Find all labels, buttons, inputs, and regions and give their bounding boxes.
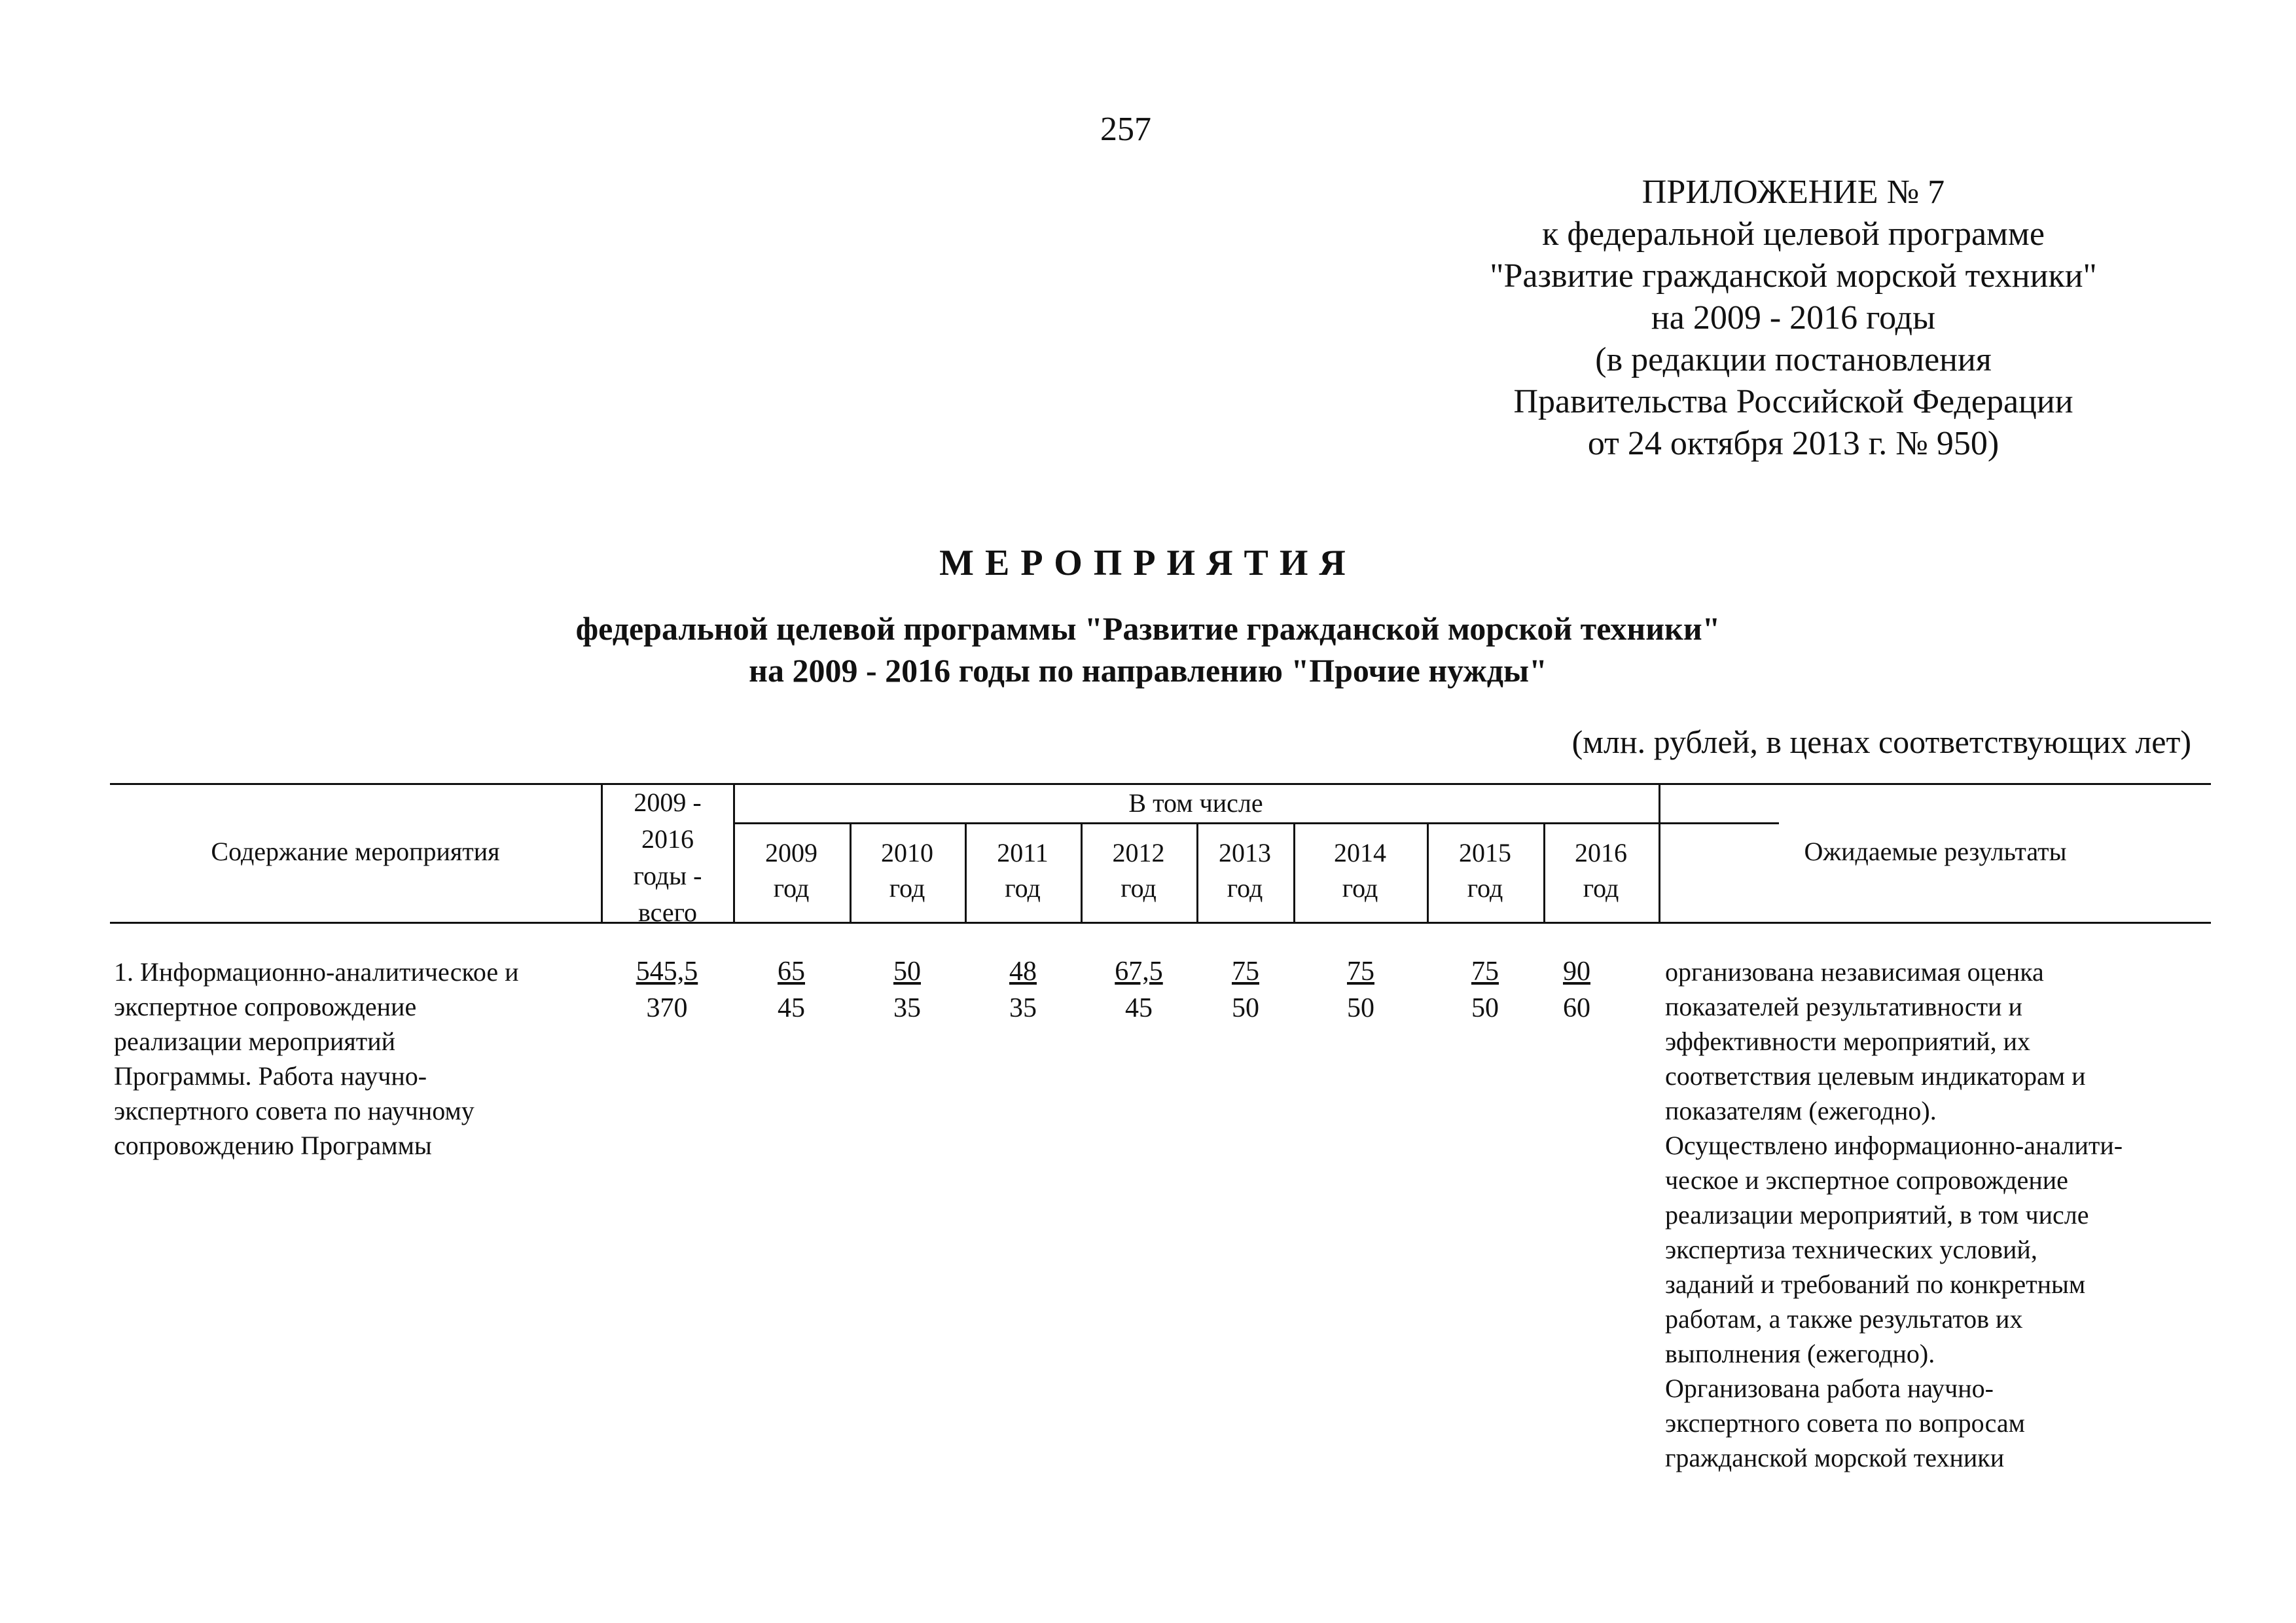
header-year: 2010 год <box>881 838 933 903</box>
including-rule <box>733 822 1779 824</box>
header-year: 2013 год <box>1219 838 1271 903</box>
row-year-value: 65 45 <box>778 957 805 1023</box>
table-top-rule <box>110 783 2211 785</box>
page-number: 257 <box>1100 111 1151 148</box>
appendix-line: "Развитие гражданской морской техники" <box>1490 257 2097 295</box>
appendix-line: ПРИЛОЖЕНИЕ № 7 <box>1641 173 1945 211</box>
header-including: В том числе <box>1128 788 1263 818</box>
header-year: 2015 год <box>1459 838 1511 903</box>
header-year: 2014 год <box>1334 838 1386 903</box>
header-content: Содержание мероприятия <box>211 837 500 866</box>
header-total: 2009 - 2016 годы - всего <box>633 788 702 927</box>
subtitle-line-1: федеральной целевой программы "Развитие гражданской морской техники" <box>575 610 1721 647</box>
document-subtitle <box>0 608 2296 691</box>
row-year-value: 75 50 <box>1347 957 1374 1023</box>
appendix-header <box>1374 172 2212 465</box>
header-results: Ожидаемые результаты <box>1804 837 2067 866</box>
row-year-value: 50 35 <box>893 957 921 1023</box>
row-total: 545,5 370 <box>636 957 698 1023</box>
appendix-line: Правительства Российской Федерации <box>1513 383 2073 420</box>
appendix-line: от 24 октября 2013 г. № 950) <box>1587 425 2000 462</box>
appendix-line: к федеральной целевой программе <box>1542 215 2045 253</box>
row-year-value: 67,5 45 <box>1115 957 1163 1023</box>
row-year-value: 90 60 <box>1563 957 1590 1023</box>
document-title: МЕРОПРИЯТИЯ <box>939 543 1357 583</box>
table-row-description: 1. Информационно-аналитическое и экспертное сопровождение реализации мероприятий Программы. Работа научно- экспертного совета по научному сопровождению Программы <box>114 957 519 1160</box>
row-year-value: 75 50 <box>1232 957 1259 1023</box>
subtitle-line-2: на 2009 - 2016 годы по направлению "Прочие нужды" <box>749 652 1547 689</box>
row-year-value: 48 35 <box>1009 957 1037 1023</box>
header-bottom-rule <box>110 922 2211 924</box>
row-year-value: 75 50 <box>1471 957 1499 1023</box>
table-row-results: организована независимая оценка показателей результативности и эффективности мероприятий, их соответствия целевым индикаторам и показателям (ежегодно). Осуществлено информационно-аналити- ческое и экспертное сопровождение реализации мероприятий, в том числе экспертиза технических условий, заданий и требований по конкретным работам, а также результатов их выполнения (ежегодно). Организована работа научно- экспертного совета по вопросам гражданской морской техники <box>1665 957 2123 1472</box>
header-year: 2012 год <box>1112 838 1165 903</box>
header-year: 2016 год <box>1575 838 1627 903</box>
units-note: (млн. рублей, в ценах соответствующих лет) <box>1571 723 2191 760</box>
appendix-line: (в редакции постановления <box>1595 341 1992 378</box>
header-year: 2009 год <box>765 838 817 903</box>
header-year: 2011 год <box>997 838 1049 903</box>
appendix-line: на 2009 - 2016 годы <box>1651 299 1936 337</box>
